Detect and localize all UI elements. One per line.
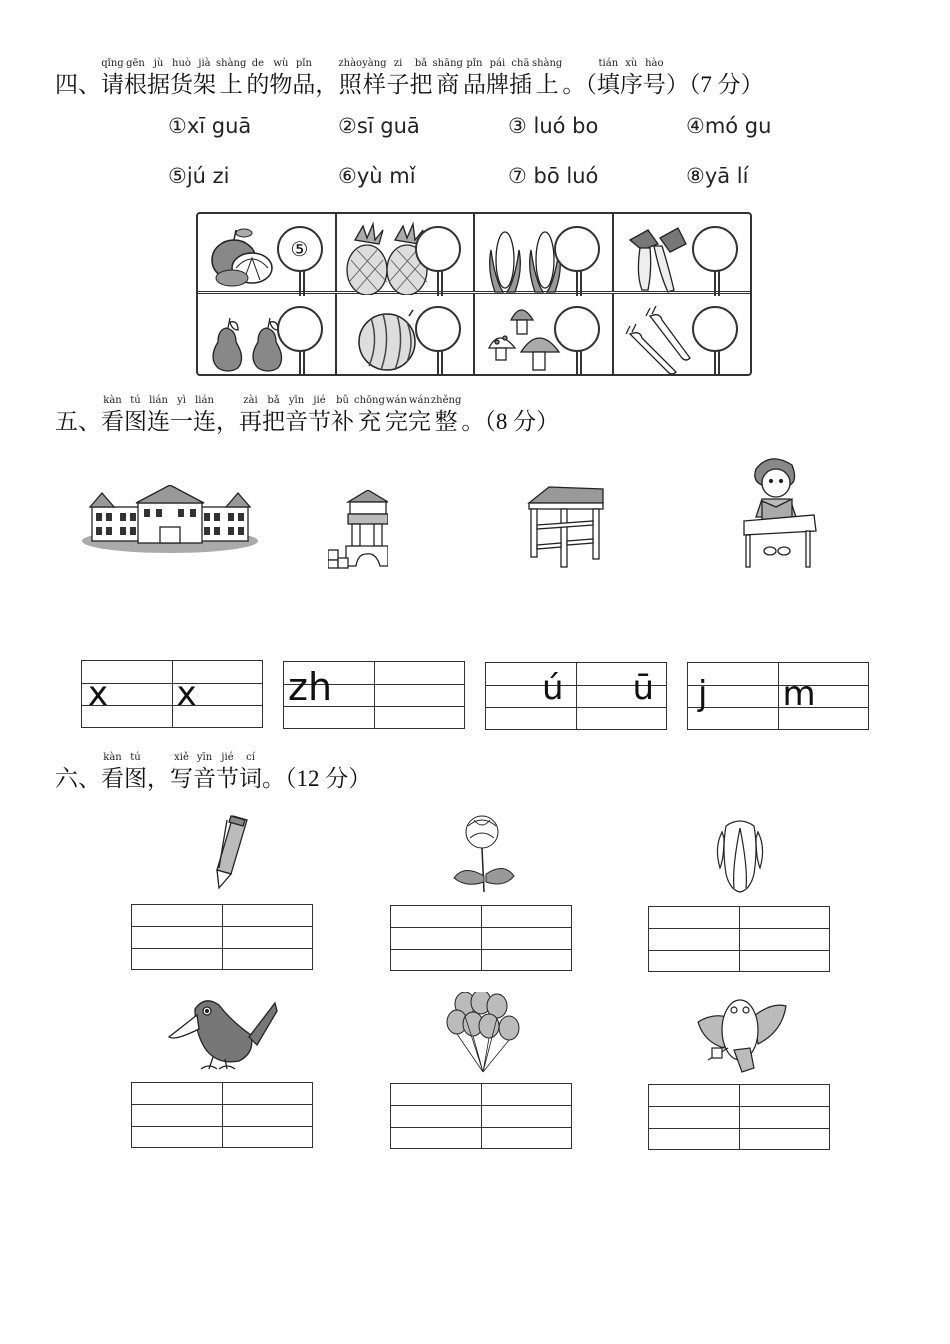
sign-stick bbox=[714, 350, 720, 376]
goods-shelf bbox=[196, 212, 752, 376]
kite-icon bbox=[694, 992, 788, 1074]
hanzi: 把 bbox=[262, 409, 285, 435]
shelf-cell-pear bbox=[198, 294, 337, 374]
hanzi: 根 bbox=[124, 72, 147, 98]
ruby-char bbox=[193, 752, 216, 794]
grid-cell[interactable] bbox=[132, 1083, 223, 1147]
word-grid-chrysanthemum bbox=[390, 905, 572, 971]
ruby-char bbox=[101, 58, 124, 100]
pinyin-annotation: yàng bbox=[362, 58, 387, 69]
section-6-heading: 六、 kàn 看 tú 图 ， xiě 写 yīn 音 jié 节 cí 词 。（12 分） bbox=[55, 752, 372, 792]
pinyin-annotation: qǐng bbox=[101, 58, 124, 69]
hanzi: 整 bbox=[434, 409, 458, 435]
hanzi: 把 bbox=[409, 72, 433, 98]
ruby-char bbox=[246, 58, 269, 100]
title-text bbox=[170, 752, 262, 794]
title-text bbox=[597, 58, 666, 100]
grid-cell[interactable] bbox=[577, 663, 667, 729]
title-text bbox=[338, 58, 562, 100]
ruby-char bbox=[216, 752, 239, 794]
hanzi: 再 bbox=[239, 409, 262, 435]
pinyin-annotation: tú bbox=[130, 395, 141, 406]
pinyin-annotation: wán bbox=[408, 395, 430, 406]
ruby-char bbox=[124, 395, 147, 437]
pinyin-annotation: xiě bbox=[174, 752, 189, 763]
sign-stick bbox=[437, 350, 443, 376]
school-icon bbox=[80, 485, 260, 555]
hanzi: 据 bbox=[147, 72, 170, 98]
chrysanthemum-icon bbox=[448, 812, 518, 894]
hanzi: 的 bbox=[246, 72, 270, 98]
hanzi: 看 bbox=[101, 409, 124, 435]
grid-cell[interactable] bbox=[375, 662, 465, 728]
pinyin-annotation: zhěng bbox=[430, 395, 462, 406]
ruby-char bbox=[532, 58, 562, 100]
word-grid-crow bbox=[131, 1082, 313, 1148]
product-sign[interactable] bbox=[554, 226, 600, 272]
ruby-char bbox=[269, 58, 292, 100]
ruby-char bbox=[170, 58, 193, 100]
pinyin-annotation: bǎ bbox=[414, 58, 428, 69]
cabbage-icon bbox=[710, 818, 770, 894]
hanzi: 商 bbox=[436, 72, 460, 98]
hanzi: 填 bbox=[596, 72, 620, 98]
hanzi: 上 bbox=[219, 72, 243, 98]
ruby-char bbox=[597, 58, 620, 100]
ruby-char bbox=[338, 58, 362, 100]
shelf-cell-loofah bbox=[614, 214, 751, 291]
shelf-cell-watermelon bbox=[337, 294, 476, 374]
pinyin-annotation: yì bbox=[177, 395, 186, 406]
option-7: ⑦ bō luó bbox=[508, 164, 599, 188]
hanzi: 看 bbox=[101, 766, 124, 792]
ruby-char bbox=[124, 752, 147, 794]
orange-icon bbox=[204, 220, 284, 290]
shelf-cell-orange bbox=[198, 214, 337, 291]
product-sign[interactable] bbox=[554, 306, 600, 352]
product-sign[interactable] bbox=[692, 306, 738, 352]
pinyin-annotation: pǐn bbox=[466, 58, 483, 69]
hanzi: 节 bbox=[308, 409, 331, 435]
grid-cell[interactable] bbox=[132, 905, 223, 969]
hanzi: 完 bbox=[384, 409, 408, 435]
grid-cell[interactable] bbox=[482, 1084, 572, 1148]
pinyin-annotation: pǐn bbox=[295, 58, 312, 69]
grid-cell[interactable] bbox=[649, 1085, 740, 1149]
given-letter: ú bbox=[541, 668, 564, 708]
ruby-char bbox=[147, 58, 170, 100]
pinyin-annotation: chā bbox=[511, 58, 530, 69]
word-grid-cabbage bbox=[648, 906, 830, 972]
balloons-icon bbox=[443, 992, 525, 1074]
shelf-cell-pineapple bbox=[337, 214, 476, 291]
pinyin-annotation: de bbox=[251, 58, 265, 69]
ruby-char bbox=[101, 752, 124, 794]
word-grid-kite bbox=[648, 1084, 830, 1150]
pinyin-annotation: wù bbox=[273, 58, 289, 69]
ruby-char bbox=[408, 395, 431, 437]
score-label: 。（12 分） bbox=[262, 766, 372, 791]
pinyin-annotation: tú bbox=[130, 752, 141, 763]
boy-reading-icon bbox=[740, 455, 820, 571]
hanzi: 插 bbox=[508, 72, 532, 98]
ruby-char bbox=[331, 395, 354, 437]
pinyin-annotation: zi bbox=[393, 58, 403, 69]
word-grid-balloons bbox=[390, 1083, 572, 1149]
hanzi: 牌 bbox=[485, 72, 509, 98]
pinyin-annotation: wán bbox=[385, 395, 407, 406]
grid-cell[interactable] bbox=[486, 663, 577, 729]
pinyin-annotation: bǔ bbox=[336, 395, 349, 406]
pinyin-grid-4 bbox=[687, 662, 869, 730]
pinyin-annotation: kàn bbox=[103, 752, 122, 763]
section-number: 四、 bbox=[55, 72, 101, 98]
hanzi: 子 bbox=[386, 72, 410, 98]
given-letter: m bbox=[782, 674, 816, 714]
pinyin-annotation: pái bbox=[489, 58, 506, 69]
option-6: ⑥yù mǐ bbox=[338, 164, 416, 188]
grid-cell[interactable] bbox=[649, 907, 740, 971]
hanzi: 词 bbox=[239, 766, 262, 792]
hanzi: 架 bbox=[193, 72, 216, 98]
pinyin-annotation: jià bbox=[198, 58, 211, 69]
ruby-char bbox=[239, 395, 262, 437]
desk-icon bbox=[527, 485, 607, 571]
hanzi: 一 bbox=[170, 409, 193, 435]
grid-cell[interactable] bbox=[173, 661, 263, 727]
ruby-char bbox=[486, 58, 509, 100]
sign-stick bbox=[576, 270, 582, 296]
crow-icon bbox=[165, 995, 285, 1073]
pinyin-grid-1 bbox=[81, 660, 263, 728]
grid-cell[interactable] bbox=[779, 663, 869, 729]
section-number: 六、 bbox=[55, 766, 101, 792]
pinyin-annotation: tián bbox=[598, 58, 619, 69]
ruby-char bbox=[509, 58, 532, 100]
pinyin-annotation: zài bbox=[243, 395, 258, 406]
building-blocks-icon bbox=[328, 490, 388, 570]
hanzi: 连 bbox=[147, 409, 170, 435]
ruby-char bbox=[620, 58, 643, 100]
hanzi: 上 bbox=[535, 72, 559, 98]
ruby-char bbox=[292, 58, 315, 100]
pinyin-annotation: yīn bbox=[288, 395, 305, 406]
ruby-char bbox=[170, 395, 193, 437]
ruby-char bbox=[308, 395, 331, 437]
hanzi: 写 bbox=[170, 766, 193, 792]
hanzi: 序 bbox=[619, 72, 643, 98]
hanzi: 音 bbox=[285, 409, 308, 435]
pinyin-annotation: jié bbox=[221, 752, 234, 763]
ruby-char bbox=[410, 58, 433, 100]
grid-cell[interactable] bbox=[740, 907, 830, 971]
ruby-char bbox=[124, 58, 147, 100]
grid-cell[interactable] bbox=[740, 1085, 830, 1149]
sign-stick bbox=[437, 270, 443, 296]
pinyin-annotation: jù bbox=[153, 58, 164, 69]
pinyin-annotation: jié bbox=[313, 395, 326, 406]
hanzi: 图 bbox=[124, 766, 147, 792]
ruby-char bbox=[387, 58, 410, 100]
option-8: ⑧yā lí bbox=[686, 164, 749, 188]
grid-cell[interactable] bbox=[391, 1084, 482, 1148]
ruby-char bbox=[285, 395, 308, 437]
pinyin-annotation: yīn bbox=[196, 752, 213, 763]
hanzi: 音 bbox=[193, 766, 216, 792]
given-letter: x bbox=[88, 674, 109, 714]
sign-stick bbox=[299, 270, 305, 296]
pinyin-annotation: huò bbox=[172, 58, 191, 69]
grid-cell[interactable] bbox=[223, 1083, 313, 1147]
ruby-char bbox=[463, 58, 486, 100]
shelf-cell-mushroom bbox=[475, 294, 614, 374]
pinyin-annotation: lián bbox=[149, 395, 168, 406]
hanzi: 样 bbox=[362, 72, 386, 98]
shelf-cell-corn bbox=[475, 214, 614, 291]
grid-cell[interactable] bbox=[482, 906, 572, 970]
hanzi: 货 bbox=[170, 72, 193, 98]
hanzi: 补 bbox=[331, 409, 354, 435]
hanzi: 请 bbox=[101, 72, 124, 98]
pinyin-annotation: bǎ bbox=[267, 395, 280, 406]
ruby-char bbox=[385, 395, 408, 437]
pencil-icon bbox=[205, 812, 255, 890]
sign-stick bbox=[576, 350, 582, 376]
pinyin-annotation: chōng bbox=[354, 395, 385, 406]
pinyin-grid-2 bbox=[283, 661, 465, 729]
ruby-char bbox=[362, 58, 386, 100]
sign-stick bbox=[299, 350, 305, 376]
hanzi: 完 bbox=[407, 409, 431, 435]
hanzi: 号 bbox=[642, 72, 666, 98]
title-text bbox=[101, 395, 216, 437]
option-1: ①xī guā bbox=[168, 114, 252, 138]
hanzi: 品 bbox=[462, 72, 486, 98]
grid-cell[interactable] bbox=[82, 661, 173, 727]
pinyin-annotation: shāng bbox=[432, 58, 463, 69]
title-text bbox=[101, 58, 315, 100]
section-number: 五、 bbox=[55, 409, 101, 435]
sign-stick bbox=[714, 270, 720, 296]
hanzi: 充 bbox=[357, 409, 381, 435]
ruby-char bbox=[262, 395, 285, 437]
given-letter: x bbox=[176, 674, 197, 714]
pinyin-annotation: gēn bbox=[126, 58, 145, 69]
ruby-char bbox=[431, 395, 461, 437]
ruby-char bbox=[643, 58, 666, 100]
pinyin-grid-3 bbox=[485, 662, 667, 730]
product-sign[interactable] bbox=[415, 226, 461, 272]
hanzi: 照 bbox=[338, 72, 362, 98]
ruby-char bbox=[193, 58, 216, 100]
hanzi: 品 bbox=[292, 72, 316, 98]
title-text bbox=[101, 752, 147, 794]
pinyin-annotation: kàn bbox=[103, 395, 122, 406]
hanzi: 节 bbox=[216, 766, 239, 792]
word-grid-pencil bbox=[131, 904, 313, 970]
grid-cell[interactable] bbox=[688, 663, 779, 729]
option-4: ④mó gu bbox=[686, 114, 772, 138]
ruby-char bbox=[170, 752, 193, 794]
grid-cell[interactable] bbox=[284, 662, 375, 728]
pinyin-annotation: xù bbox=[625, 58, 638, 69]
grid-cell[interactable] bbox=[223, 905, 313, 969]
hanzi: 连 bbox=[193, 409, 216, 435]
ruby-char bbox=[433, 58, 463, 100]
pinyin-annotation: hào bbox=[645, 58, 664, 69]
option-5: ⑤jú zi bbox=[168, 164, 230, 188]
pinyin-annotation: lián bbox=[195, 395, 214, 406]
ruby-char bbox=[239, 752, 262, 794]
ruby-char bbox=[147, 395, 170, 437]
product-sign[interactable]: ⑤ bbox=[277, 226, 323, 272]
pinyin-annotation: cí bbox=[246, 752, 255, 763]
section-4-heading: 四、 qǐng 请 gēn 根 jù 据 huò 货 jià 架 shàng 上 de 的 wù 物 pǐn 品 ， zhào 照 yàng 样 zi 子 bǎ 把 shāng 商 pǐn 品 pái 牌 chā 插 shàng 上 。（ tián 填 xù 序 hào 号 ）（7 分） bbox=[55, 58, 764, 98]
pinyin-annotation: shàng bbox=[531, 58, 563, 69]
ruby-char bbox=[101, 395, 124, 437]
given-letter: ū bbox=[632, 668, 654, 708]
title-text bbox=[239, 395, 461, 437]
option-3: ③ luó bo bbox=[508, 114, 599, 138]
product-sign[interactable] bbox=[415, 306, 461, 352]
ruby-char bbox=[193, 395, 216, 437]
hanzi: 图 bbox=[124, 409, 147, 435]
given-letter: j bbox=[698, 674, 708, 714]
shelf-cell-carrot bbox=[614, 294, 751, 374]
grid-cell[interactable] bbox=[391, 906, 482, 970]
product-sign[interactable] bbox=[692, 226, 738, 272]
product-sign[interactable] bbox=[277, 306, 323, 352]
ruby-char bbox=[354, 395, 385, 437]
score-label: 。（8 分） bbox=[461, 409, 560, 434]
given-letter: zh bbox=[288, 665, 333, 709]
pinyin-annotation: shàng bbox=[216, 58, 247, 69]
hanzi: 物 bbox=[269, 72, 293, 98]
score-label: ）（7 分） bbox=[665, 72, 764, 97]
ruby-char bbox=[216, 58, 246, 100]
pinyin-annotation: zhào bbox=[338, 58, 363, 69]
option-2: ②sī guā bbox=[338, 114, 420, 138]
section-5-heading: 五、 kàn 看 tú 图 lián 连 yì 一 lián 连 ， zài 再 bǎ 把 yīn 音 jié 节 bǔ 补 chōng 充 wán 完 wán 完 zhěng 整 。（8 分） bbox=[55, 395, 560, 435]
